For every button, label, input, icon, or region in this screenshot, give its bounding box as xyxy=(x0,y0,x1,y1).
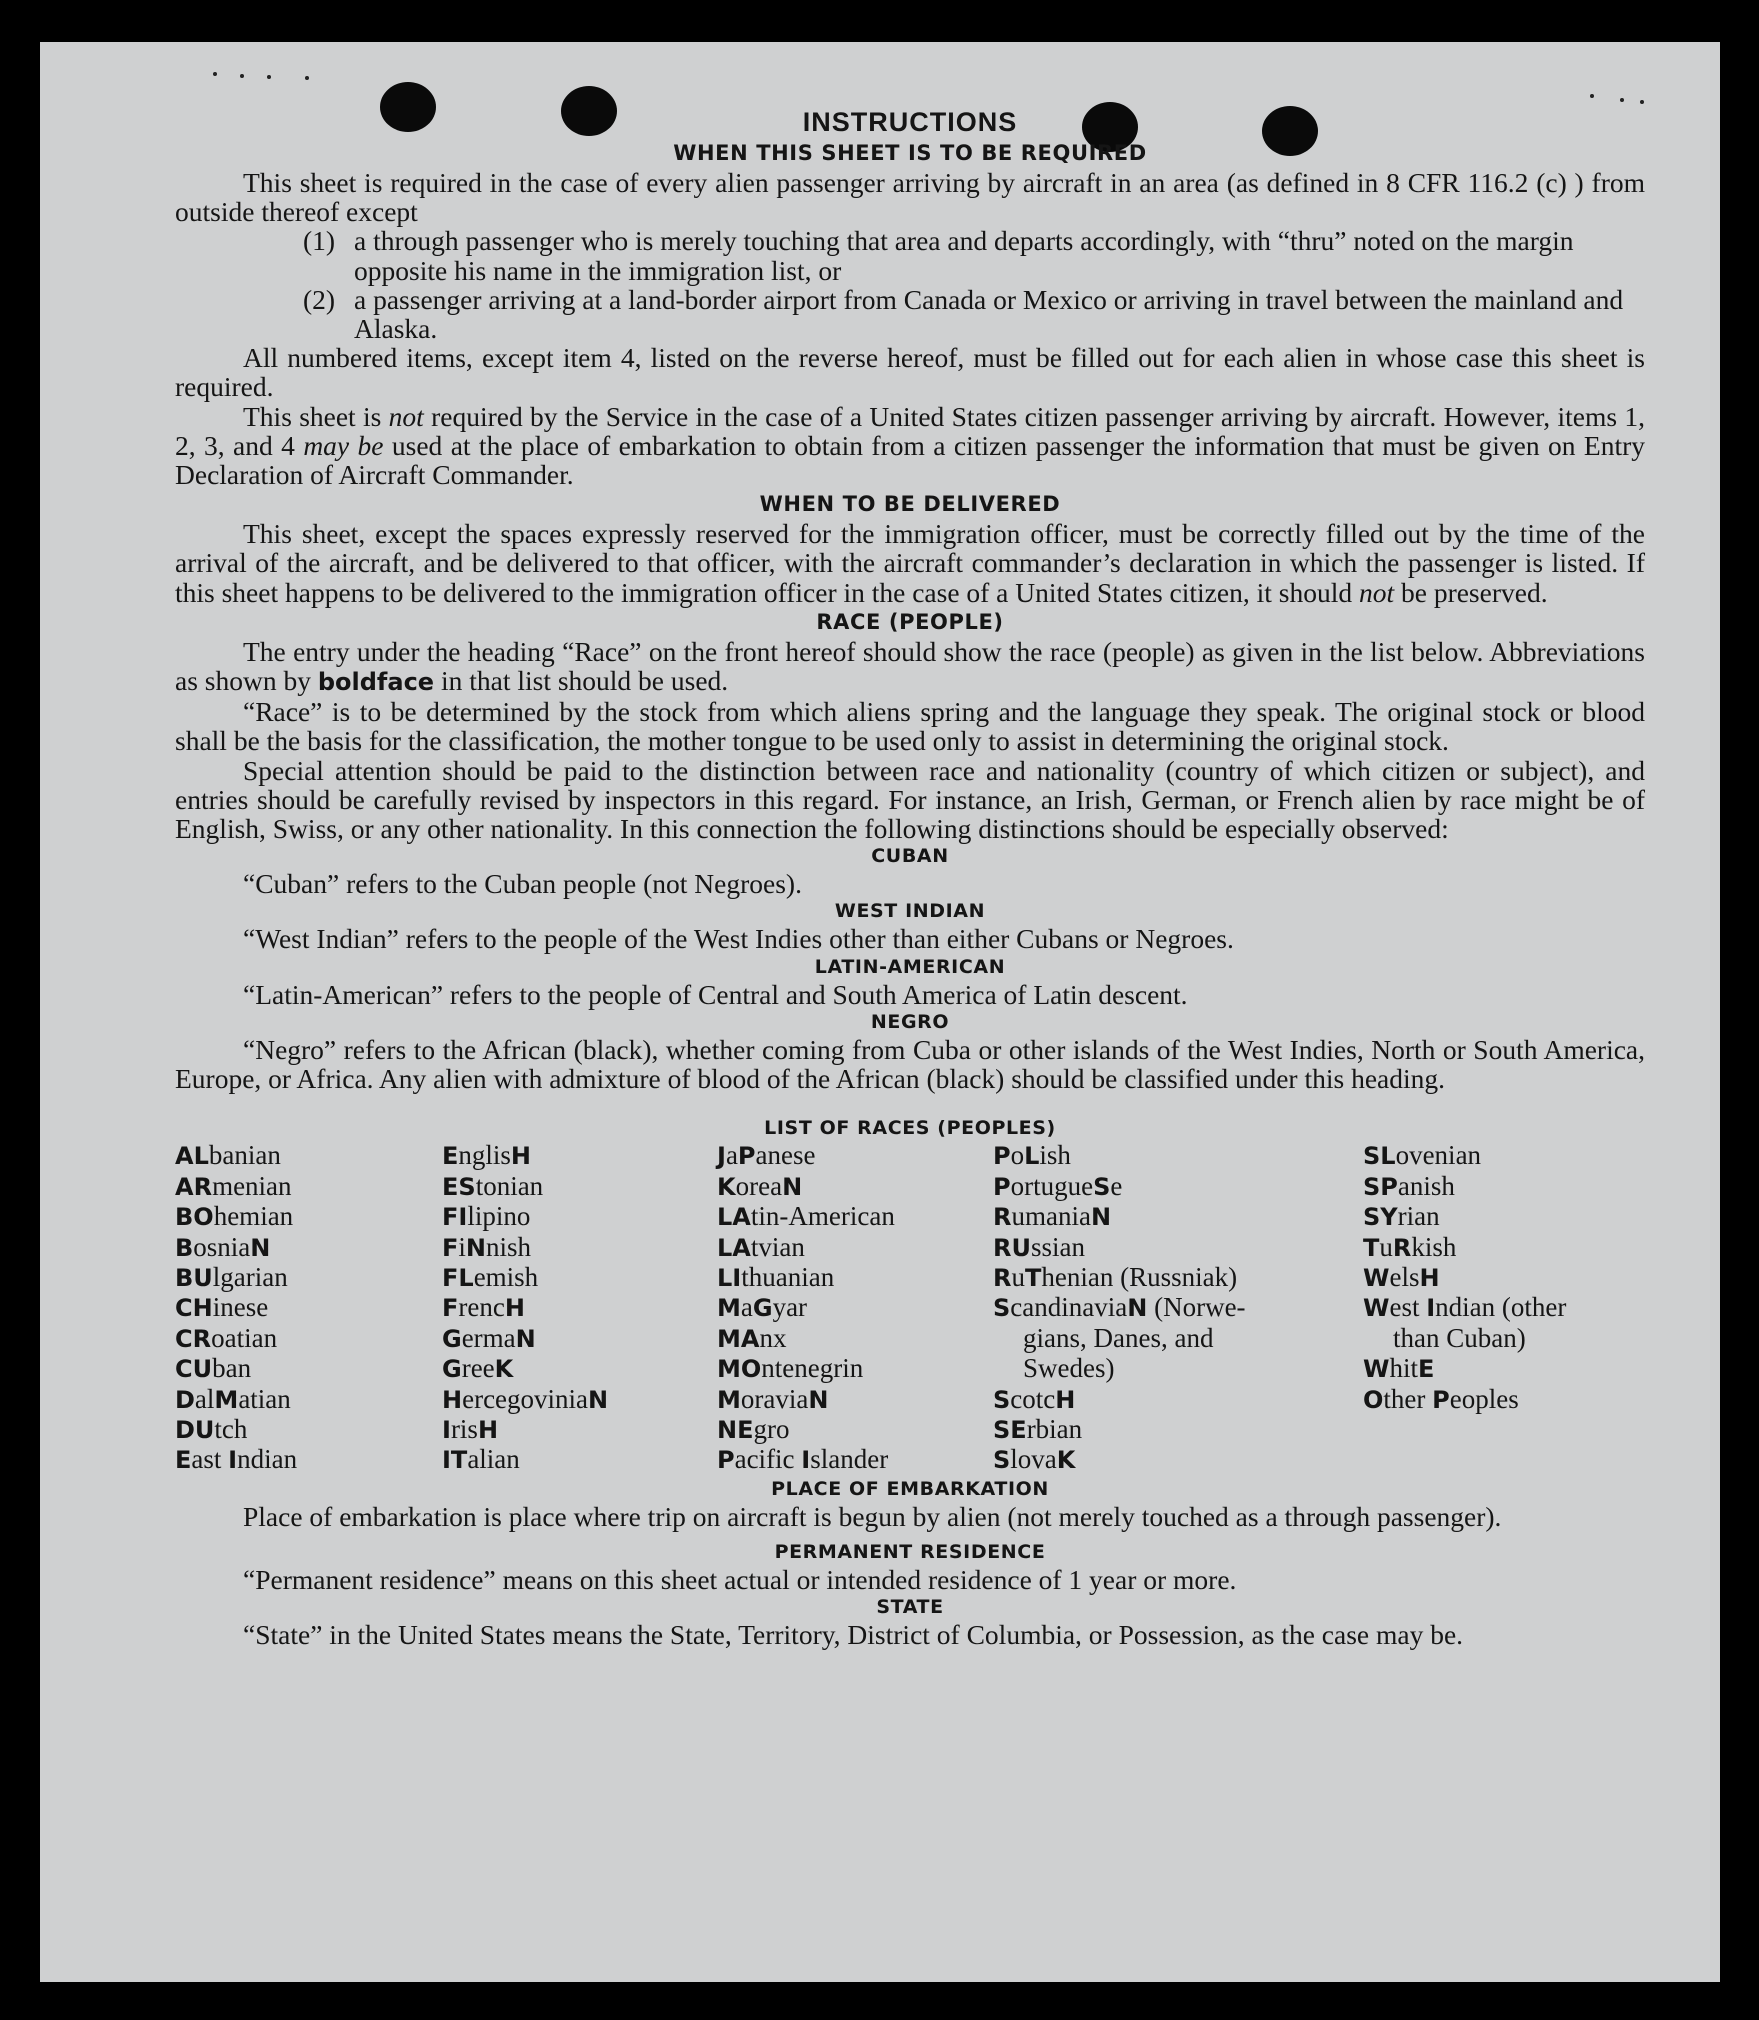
race-abbreviation: H xyxy=(504,1294,525,1323)
instructions-body xyxy=(175,102,1645,1649)
race-abbreviation: CU xyxy=(175,1355,213,1384)
race-abbreviation: R xyxy=(993,1263,1012,1292)
race-entry xyxy=(993,1202,1363,1232)
emphasis-not: not xyxy=(1358,576,1395,608)
race-name-part: est xyxy=(1389,1292,1427,1323)
exception-number: (2) xyxy=(303,283,336,315)
section-heading-embarkation: PLACE OF EMBARKATION xyxy=(771,1477,1049,1500)
race-abbreviation: G xyxy=(442,1324,462,1353)
distinction-heading: LATIN-AMERICAN xyxy=(814,955,1006,978)
race-name-part: atian xyxy=(238,1383,291,1414)
race-entry xyxy=(717,1354,993,1384)
text-run: be preserved. xyxy=(1394,576,1548,608)
race-name-part: umania xyxy=(1011,1201,1091,1232)
race-entry xyxy=(717,1415,993,1445)
race-entry xyxy=(1363,1385,1645,1415)
race-entry xyxy=(442,1263,717,1293)
race-abbreviation: S xyxy=(993,1446,1011,1475)
section-heading-race: RACE (PEOPLE) xyxy=(816,609,1004,634)
race-column xyxy=(1363,1141,1645,1475)
race-entry xyxy=(175,1324,442,1354)
race-entry xyxy=(717,1263,993,1293)
race-name-part: renc xyxy=(458,1292,505,1323)
race-name-part: cotc xyxy=(1010,1383,1056,1414)
race-column xyxy=(175,1141,442,1475)
document-sheet xyxy=(40,42,1720,1982)
emphasis-not: not xyxy=(388,400,424,432)
race-name-part: hit xyxy=(1389,1353,1418,1384)
race-entry xyxy=(1363,1202,1645,1232)
race-name-part: eoples xyxy=(1449,1383,1519,1414)
race-name-part: nish xyxy=(486,1231,532,1262)
race-abbreviation: I xyxy=(228,1446,238,1475)
race-abbreviation: N xyxy=(250,1233,271,1262)
race-abbreviation: F xyxy=(442,1233,459,1262)
race-abbreviation: N xyxy=(782,1172,803,1201)
distinction-text: “Negro” refers to the African (black), whether coming from Cuba or other islands of the West Indies, North or South America, Europe, or Africa. Any alien with admixture of blood of the African (black) should be classified under this heading. xyxy=(175,1033,1645,1095)
race-abbreviation: LA xyxy=(717,1203,751,1232)
race-abbreviation: I xyxy=(442,1415,451,1444)
exception-item xyxy=(303,226,1645,284)
race-name-part: ast xyxy=(191,1444,229,1475)
race-name-part: inese xyxy=(212,1292,269,1323)
race-entry xyxy=(1363,1141,1645,1171)
race-abbreviation: I xyxy=(1426,1294,1436,1323)
race-abbreviation: S xyxy=(1093,1172,1111,1201)
race-abbreviation: K xyxy=(494,1355,514,1384)
race-abbreviation: E xyxy=(1418,1355,1435,1384)
race-abbreviation: W xyxy=(1363,1355,1390,1384)
race-abbreviation: H xyxy=(442,1385,463,1414)
speck xyxy=(240,74,244,78)
race-name-part: tonian xyxy=(475,1170,544,1201)
race-abbreviation: T xyxy=(1024,1263,1042,1292)
race-abbreviation: H xyxy=(477,1415,499,1444)
exception-number: (1) xyxy=(303,225,336,257)
race-entry xyxy=(717,1172,993,1202)
race-name-part: u xyxy=(1011,1261,1025,1292)
race-abbreviation: AR xyxy=(175,1172,213,1201)
race-entry xyxy=(175,1354,442,1384)
race-list-heading: LIST OF RACES (PEOPLES) xyxy=(764,1117,1056,1140)
distinction-heading: CUBAN xyxy=(871,845,949,868)
race-name-part: oravia xyxy=(740,1383,809,1414)
race-abbreviation: AL xyxy=(175,1142,209,1171)
race-entry xyxy=(717,1233,993,1263)
race-abbreviation: S xyxy=(993,1294,1011,1323)
paragraph-residence: “Permanent residence” means on this sheet actual or intended residence of 1 year or more. xyxy=(243,1563,1237,1595)
race-abbreviation: L xyxy=(1024,1142,1040,1171)
race-abbreviation: P xyxy=(717,1446,735,1475)
race-list xyxy=(175,1141,1645,1475)
race-entry xyxy=(993,1263,1363,1293)
race-column xyxy=(442,1141,717,1475)
race-abbreviation: H xyxy=(1055,1385,1076,1414)
race-abbreviation: P xyxy=(1432,1385,1450,1414)
race-name-part: tin-American xyxy=(750,1201,895,1232)
race-entry xyxy=(1363,1324,1645,1354)
race-name-part: erma xyxy=(461,1322,516,1353)
race-name-part: than Cuban) xyxy=(1393,1322,1526,1353)
race-abbreviation: MA xyxy=(717,1324,760,1353)
paragraph-embarkation: Place of embarkation is place where trip on aircraft is begun by alien (not merely touched as a through passenger). xyxy=(243,1500,1502,1532)
race-name-part: tch xyxy=(214,1413,248,1444)
race-abbreviation: K xyxy=(717,1172,736,1201)
race-name-part: gro xyxy=(753,1413,790,1444)
race-name-part: rian xyxy=(1397,1201,1440,1232)
race-entry xyxy=(175,1445,442,1475)
race-entry xyxy=(175,1293,442,1323)
exception-text: a through passenger who is merely touching that area and departs accordingly, with “thru” noted on the margin opposite his name in the immigration list, or xyxy=(354,225,1574,286)
race-name-part: u xyxy=(1379,1231,1393,1262)
race-entry xyxy=(717,1385,993,1415)
race-entry xyxy=(717,1324,993,1354)
race-abbreviation: BU xyxy=(175,1263,213,1292)
distinction-text: “Latin-American” refers to the people of Central and South America of Latin descent. xyxy=(243,978,1188,1010)
race-abbreviation: SE xyxy=(993,1415,1027,1444)
race-abbreviation: RU xyxy=(993,1233,1031,1262)
race-entry xyxy=(175,1263,442,1293)
race-abbreviation: M xyxy=(717,1385,741,1414)
race-abbreviation: CH xyxy=(175,1294,213,1323)
distinction-heading: WEST INDIAN xyxy=(834,900,986,923)
race-abbreviation: SL xyxy=(1363,1142,1396,1171)
race-abbreviation: N xyxy=(588,1385,609,1414)
race-name-part: yar xyxy=(772,1292,808,1323)
race-name-part: osnia xyxy=(193,1231,251,1262)
race-abbreviation: H xyxy=(1419,1263,1440,1292)
paragraph-race-stock: “Race” is to be determined by the stock from which aliens spring and the language they speak. The original stock or blood shall be the basis for the classification, the mother tongue to be used only to assist in determining the original stock. xyxy=(175,696,1645,757)
race-abbreviation: IT xyxy=(442,1446,468,1475)
race-name-part: thuanian xyxy=(741,1261,835,1292)
race-name-part: ssian xyxy=(1030,1231,1085,1262)
race-entry xyxy=(717,1293,993,1323)
race-name-part: Swedes) xyxy=(1023,1353,1115,1384)
race-abbreviation: BO xyxy=(175,1203,214,1232)
exception-text: a passenger arriving at a land-border airport from Canada or Mexico or arriving in travel between the mainland and Alaska. xyxy=(354,283,1624,345)
race-name-part: (Norwe- xyxy=(1147,1292,1246,1323)
race-entry xyxy=(717,1445,993,1475)
text-run: This sheet is xyxy=(243,400,389,432)
race-entry xyxy=(442,1324,717,1354)
race-abbreviation: R xyxy=(993,1203,1012,1232)
race-abbreviation: G xyxy=(442,1355,462,1384)
race-entry xyxy=(442,1445,717,1475)
paragraph-numbered-items: All numbered items, except item 4, listed on the reverse hereof, must be filled out for each alien in whose case this sheet is required. xyxy=(175,342,1645,403)
race-name-part: a xyxy=(740,1292,753,1323)
race-name-part: lova xyxy=(1010,1444,1057,1475)
race-abbreviation: N xyxy=(1090,1203,1112,1232)
race-abbreviation: R xyxy=(1392,1233,1412,1262)
paragraph-delivered xyxy=(175,519,1645,607)
race-entry xyxy=(442,1354,717,1384)
race-abbreviation: E xyxy=(175,1446,192,1475)
race-abbreviation: NE xyxy=(717,1415,754,1444)
race-name-part: e xyxy=(1110,1170,1123,1201)
race-name-part: al xyxy=(194,1383,215,1414)
race-name-part: o xyxy=(1010,1140,1025,1171)
race-name-part: banian xyxy=(208,1140,281,1171)
race-name-part: ish xyxy=(1039,1140,1071,1171)
speck xyxy=(1590,94,1594,98)
race-entry xyxy=(175,1415,442,1445)
exception-item xyxy=(303,285,1645,343)
text-run: The entry under the heading “Race” on the front hereof should show the race (people) as given in the list below. Abbreviations as shown by xyxy=(175,635,1645,697)
race-name-part: candinavia xyxy=(1010,1292,1128,1323)
speck xyxy=(305,76,309,80)
race-entry xyxy=(993,1415,1363,1445)
race-abbreviation: P xyxy=(993,1142,1011,1171)
race-entry xyxy=(442,1233,717,1263)
paragraph-intro: This sheet is required in the case of every alien passenger arriving by aircraft in an area (as defined in 8 CFR 116.2 (c) ) from outside thereof except xyxy=(175,167,1645,228)
race-abbreviation: FL xyxy=(442,1263,474,1292)
race-abbreviation: N xyxy=(515,1324,536,1353)
race-abbreviation: M xyxy=(717,1294,741,1323)
text-run: used at the place of embarkation to obtain from a citizen passenger the information that must be given on Entry Declaration of Aircraft Commander. xyxy=(175,429,1645,491)
race-abbreviation: G xyxy=(752,1294,773,1323)
race-name-part: els xyxy=(1389,1261,1420,1292)
race-entry xyxy=(1363,1263,1645,1293)
race-entry xyxy=(175,1233,442,1263)
race-abbreviation: DU xyxy=(175,1415,215,1444)
race-entry xyxy=(442,1385,717,1415)
race-name-part: acific xyxy=(734,1444,802,1475)
race-name-part: anish xyxy=(1397,1170,1455,1201)
race-name-part: oatian xyxy=(211,1322,278,1353)
race-name-part: ree xyxy=(461,1353,495,1384)
race-abbreviation: K xyxy=(1056,1446,1076,1475)
section-heading-when-delivered: WHEN TO BE DELIVERED xyxy=(759,492,1061,517)
text-run: in that list should be used. xyxy=(434,665,729,697)
race-abbreviation: T xyxy=(1363,1233,1380,1262)
race-abbreviation: CR xyxy=(175,1324,212,1353)
race-abbreviation: E xyxy=(442,1142,459,1171)
race-name-part: tvian xyxy=(750,1231,805,1262)
race-entry xyxy=(1363,1354,1645,1384)
race-abbreviation: LI xyxy=(717,1263,742,1292)
race-entry xyxy=(993,1233,1363,1263)
race-entry xyxy=(993,1324,1363,1354)
race-abbreviation: H xyxy=(510,1142,532,1171)
race-name-part: ortugue xyxy=(1010,1170,1094,1201)
text-run: This sheet, except the spaces expressly reserved for the immigration officer, must be correctly filled out by the time of the arrival of the aircraft, and be delivered to that officer, with the aircraft commander’s declaration in which the passenger is listed. If this sheet happens to be delivered to the immigration officer in the case of a United States citizen, it should xyxy=(175,518,1645,608)
race-entry xyxy=(175,1172,442,1202)
race-name-part: kish xyxy=(1411,1231,1457,1262)
race-entry xyxy=(993,1293,1363,1323)
race-abbreviation: N xyxy=(465,1233,487,1262)
race-abbreviation: W xyxy=(1363,1294,1390,1323)
race-abbreviation: MO xyxy=(717,1355,762,1384)
race-name-part: lipino xyxy=(467,1201,531,1232)
race-abbreviation: N xyxy=(1127,1294,1148,1323)
race-entry xyxy=(1363,1172,1645,1202)
section-heading-residence: PERMANENT RESIDENCE xyxy=(774,1540,1046,1563)
race-entry xyxy=(442,1172,717,1202)
race-name-part: ris xyxy=(450,1413,478,1444)
section-heading-when-required: WHEN THIS SHEET IS TO BE REQUIRED xyxy=(673,141,1147,165)
race-name-part: ovenian xyxy=(1395,1140,1482,1171)
race-name-part: a xyxy=(725,1140,738,1171)
race-name-part: nx xyxy=(759,1322,787,1353)
emphasis-may-be: may be xyxy=(303,429,384,461)
race-abbreviation: W xyxy=(1363,1263,1390,1292)
race-entry xyxy=(993,1172,1363,1202)
race-name-part: ban xyxy=(212,1353,252,1384)
race-name-part: rbian xyxy=(1026,1413,1083,1444)
race-abbreviation: I xyxy=(801,1446,811,1475)
race-abbreviation: M xyxy=(214,1385,239,1414)
race-name-part: ther xyxy=(1383,1383,1433,1414)
race-entry xyxy=(175,1385,442,1415)
section-heading-state: STATE xyxy=(876,1596,944,1619)
race-entry xyxy=(442,1141,717,1171)
race-abbreviation: S xyxy=(993,1385,1011,1414)
race-name-part: nglis xyxy=(458,1140,511,1171)
race-entry xyxy=(717,1202,993,1232)
paragraph-race-entry xyxy=(175,637,1645,697)
paragraph-state: “State” in the United States means the State, Territory, District of Columbia, or Possession, as the case may be. xyxy=(243,1619,1464,1651)
page-title: INSTRUCTIONS xyxy=(802,107,1018,137)
race-entry xyxy=(993,1385,1363,1415)
race-name-part: orea xyxy=(735,1170,783,1201)
race-entry xyxy=(1363,1293,1645,1323)
boldface-word: boldface xyxy=(317,668,435,697)
race-abbreviation: SY xyxy=(1363,1203,1398,1232)
race-abbreviation: O xyxy=(1363,1385,1384,1414)
distinction-text: “West Indian” refers to the people of the West Indies other than either Cubans or Negroes. xyxy=(243,923,1234,955)
race-name-part: ntenegrin xyxy=(761,1353,864,1384)
race-entry xyxy=(442,1293,717,1323)
race-abbreviation: J xyxy=(717,1142,726,1171)
paragraph-race-distinction: Special attention should be paid to the distinction between race and nationality (country of which citizen or subject), and entries should be carefully revised by inspectors in this regard. For instance, an Irish, German, or French alien by race might be of English, Swiss, or any other nationality. In this connection the following distinctions should be especially observed: xyxy=(175,754,1645,845)
race-column xyxy=(993,1141,1363,1475)
race-entry xyxy=(442,1415,717,1445)
race-abbreviation: SP xyxy=(1363,1172,1398,1201)
race-name-part: ndian (other xyxy=(1435,1292,1567,1323)
distinction-text: “Cuban” refers to the Cuban people (not Negroes). xyxy=(243,868,802,900)
race-entry xyxy=(175,1202,442,1232)
race-name-part: ndian xyxy=(237,1444,298,1475)
race-abbreviation: D xyxy=(175,1385,195,1414)
race-name-part: i xyxy=(458,1231,466,1262)
race-name-part: anese xyxy=(755,1140,816,1171)
speck xyxy=(213,72,217,76)
race-abbreviation: B xyxy=(175,1233,194,1262)
speck xyxy=(267,75,271,79)
race-entry xyxy=(717,1141,993,1171)
paragraph-citizen xyxy=(175,402,1645,490)
race-column xyxy=(717,1141,993,1475)
race-abbreviation: N xyxy=(808,1385,829,1414)
race-entry xyxy=(993,1141,1363,1171)
race-abbreviation: F xyxy=(442,1294,459,1323)
race-abbreviation: ES xyxy=(442,1172,476,1201)
race-entry xyxy=(1363,1233,1645,1263)
race-entry xyxy=(175,1141,442,1171)
race-name-part: alian xyxy=(467,1444,520,1475)
race-name-part: gians, Danes, and xyxy=(1023,1322,1214,1353)
race-abbreviation: LA xyxy=(717,1233,751,1262)
race-name-part: ercegovinia xyxy=(462,1383,589,1414)
race-name-part: menian xyxy=(212,1170,292,1201)
race-entry xyxy=(993,1445,1363,1475)
race-name-part: lgarian xyxy=(212,1261,288,1292)
race-name-part: henian (Russniak) xyxy=(1041,1261,1238,1292)
race-abbreviation: P xyxy=(993,1172,1011,1201)
text-run: required by the Service in the case of a United States citizen passenger arriving by aircraft. However, items 1, 2, 3, and 4 xyxy=(175,400,1645,461)
race-name-part: hemian xyxy=(213,1201,294,1232)
race-entry xyxy=(993,1354,1363,1384)
distinction-heading: NEGRO xyxy=(870,1010,950,1033)
race-entry xyxy=(442,1202,717,1232)
race-name-part: emish xyxy=(473,1261,539,1292)
race-abbreviation: P xyxy=(737,1142,756,1171)
race-abbreviation: FI xyxy=(442,1203,468,1232)
race-name-part: slander xyxy=(810,1444,889,1475)
